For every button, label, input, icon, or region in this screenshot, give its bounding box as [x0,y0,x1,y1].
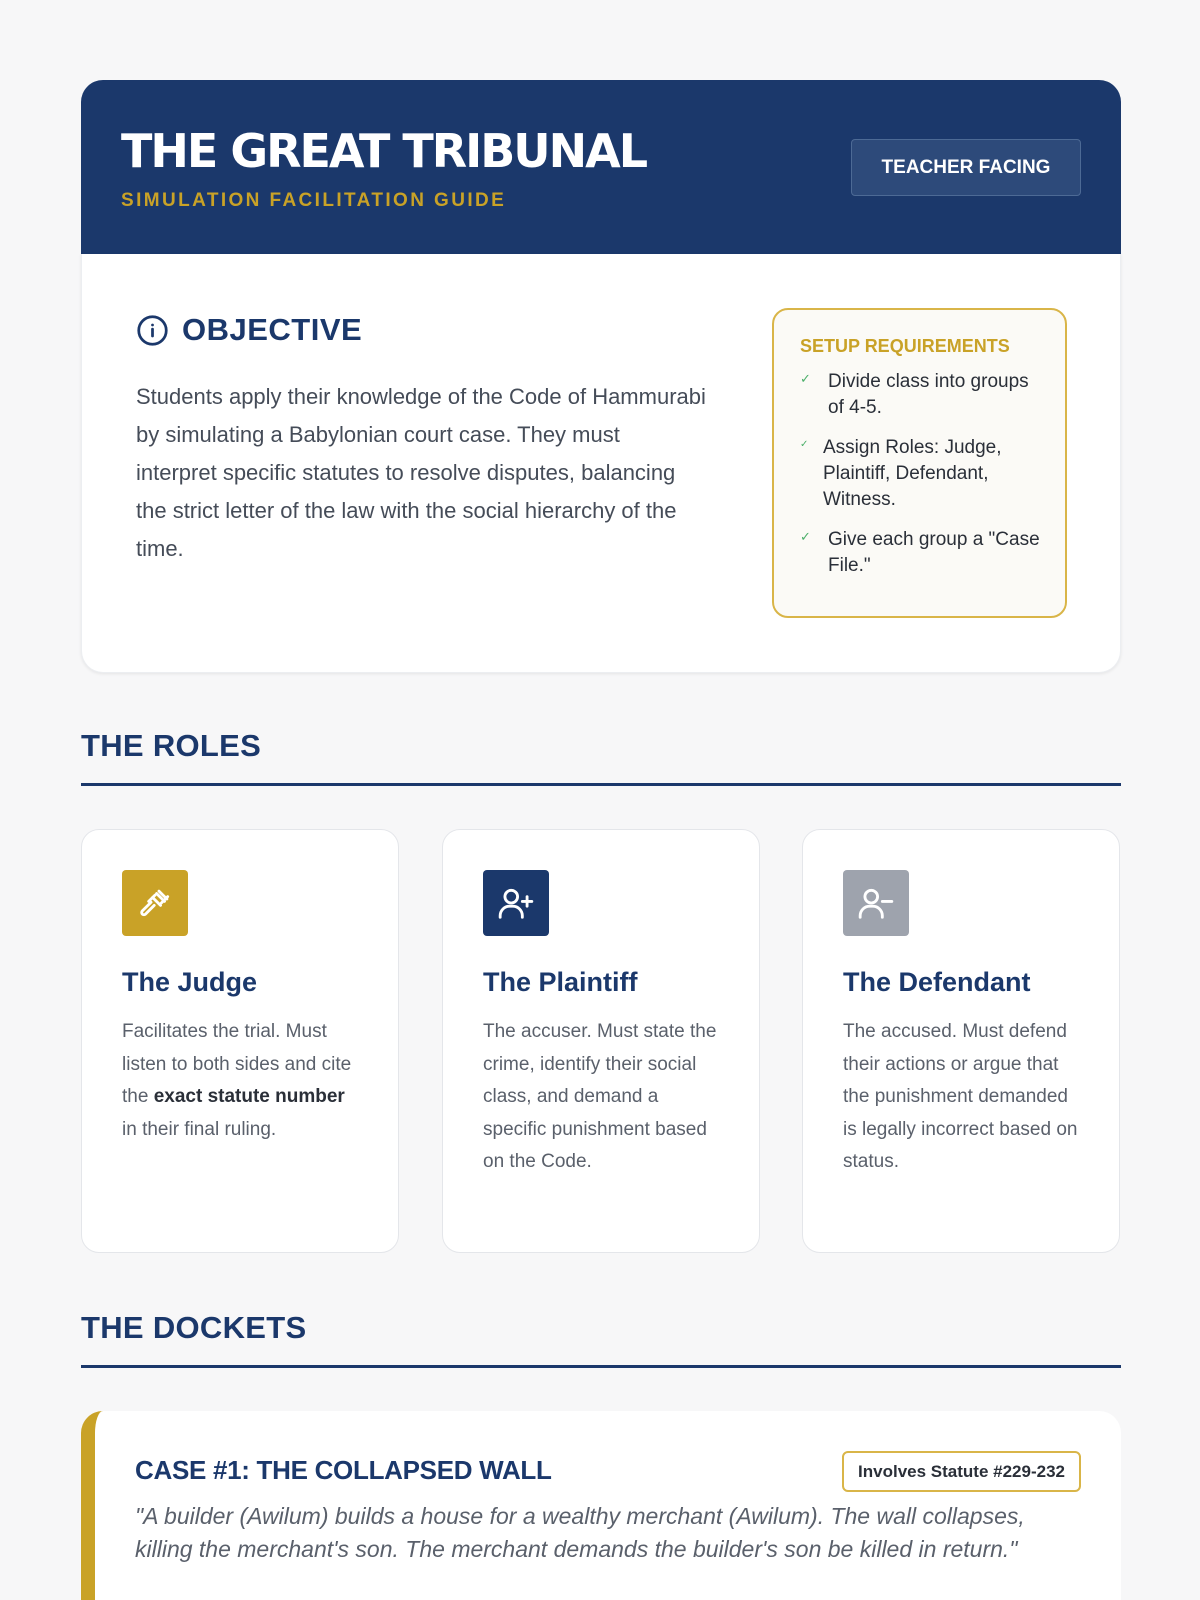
objective-text: Students apply their knowledge of the Code of Hammurabi by simulating a Babylonian court case. They must interpret specific statutes to resolve disputes, balancing the strict letter of the law with the social hierarchy of the time. [136,384,706,561]
roles-section-heading [81,728,1121,786]
info-circle-icon [136,314,169,347]
role-title: The Plaintiff [483,967,638,997]
facilitation-guide [81,80,1121,1562]
objective-card [81,254,1121,673]
page-subtitle: SIMULATION FACILITATION GUIDE [121,190,507,211]
setup-item-text: Give each group a "Case File." [828,529,1040,576]
role-card-defendant [802,829,1120,1253]
dockets-section-title: THE DOCKETS [81,1310,307,1345]
setup-item-text: Divide class into groups of 4-5. [828,371,1029,418]
role-title: The Judge [122,967,258,997]
role-description: The accused. Must defend their actions or argue that the punishment demanded is legally incorrect based on status. [843,1021,1078,1172]
page-title: THE GREAT TRIBUNAL [121,124,647,178]
statute-badge: Involves Statute #229-232 [842,1451,1081,1492]
user-plus-icon [483,870,549,936]
role-description: The accuser. Must state the crime, identify their social class, and demand a specific punishment based on the Code. [483,1021,717,1172]
role-card-plaintiff [442,829,760,1253]
guide-header [81,80,1121,254]
check-icon: ✓ [800,439,809,450]
role-card-judge [81,829,399,1253]
case-card [81,1411,1121,1600]
role-title: The Defendant [843,967,1031,997]
gavel-icon [122,870,188,936]
teacher-facing-badge: TEACHER FACING [851,139,1081,196]
objective-heading [136,312,362,348]
case-title: CASE #1: THE COLLAPSED WALL [135,1455,552,1485]
setup-requirements-title: SETUP REQUIREMENTS [800,336,1010,356]
setup-item-text: Assign Roles: Judge, Plaintiff, Defendant, Witness. [823,437,1002,510]
check-icon: ✓ [800,371,811,386]
setup-item [800,527,1043,579]
setup-item [800,369,1043,421]
setup-item [800,435,1043,513]
check-icon: ✓ [800,529,811,544]
user-minus-icon [843,870,909,936]
setup-requirements-box [772,308,1067,618]
case-description: "A builder (Awilum) builds a house for a wealthy merchant (Awilum). The wall collapses, killing the merchant's son. The merchant demands the builder's son be killed in return." [135,1503,1025,1562]
dockets-section-heading [81,1310,1121,1368]
role-description: Facilitates the trial. Must listen to both sides and cite the exact statute number in their final ruling. [122,1021,352,1140]
objective-title: OBJECTIVE [182,312,363,347]
role-description-emphasis: exact statute number [153,1086,345,1107]
roles-section-title: THE ROLES [81,728,262,763]
